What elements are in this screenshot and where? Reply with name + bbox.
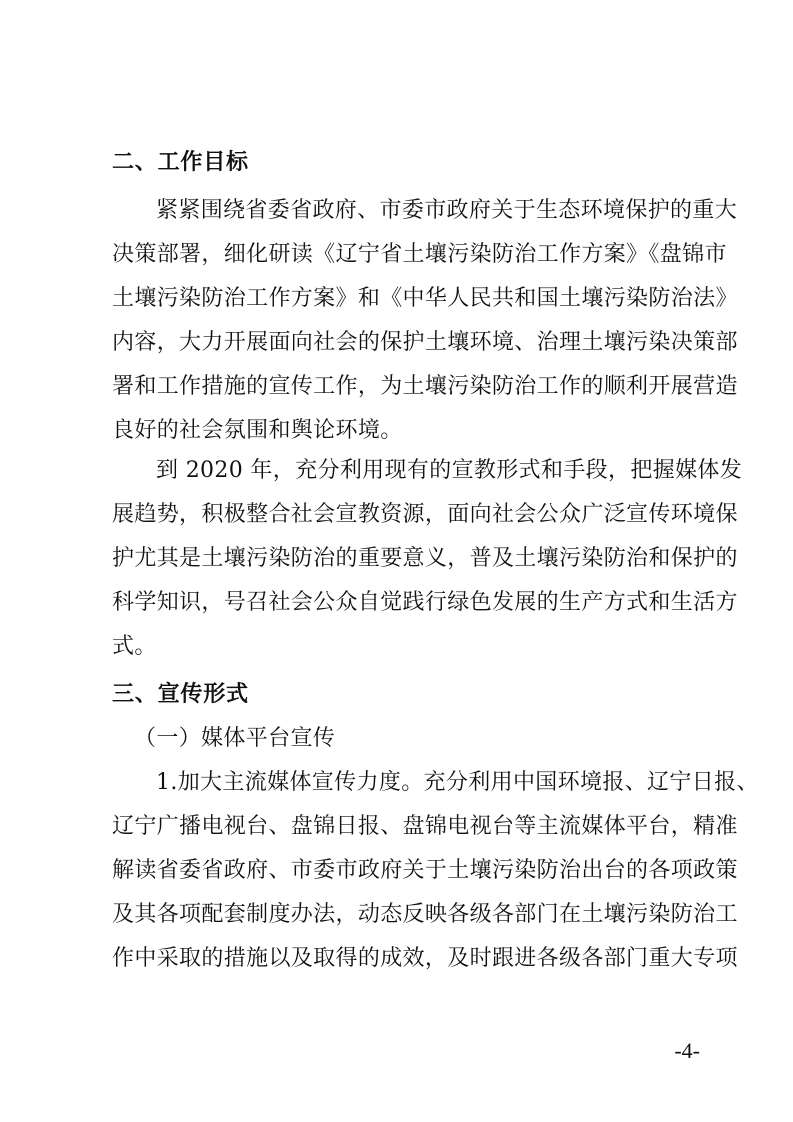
- paragraph-line: 科学知识，号召社会公众自觉践行绿色发展的生产方式和生活方: [112, 590, 738, 615]
- paragraph-line: 决策部署，细化研读《辽宁省土壤污染防治工作方案》《盘锦市: [112, 242, 727, 267]
- paragraph-line: 良好的社会氛围和舆论环境。: [112, 418, 403, 443]
- section-heading-work-goals: 二、工作目标: [112, 150, 249, 175]
- paragraph-line: 式。: [112, 634, 157, 659]
- paragraph-line: 土壤污染防治工作方案》和《中华人民共和国土壤污染防治法》: [112, 286, 738, 311]
- paragraph-line: 作中采取的措施以及取得的成效，及时跟进各级各部门重大专项: [112, 946, 738, 971]
- paragraph-line: 紧紧围绕省委省政府、市委市政府关于生态环境保护的重大: [156, 198, 738, 223]
- subsection-heading-media-platform: （一）媒体平台宣传: [134, 726, 336, 751]
- section-heading-publicity-forms: 三、宣传形式: [112, 682, 249, 707]
- paragraph-line: 内容，大力开展面向社会的保护土壤环境、治理土壤污染决策部: [112, 330, 738, 355]
- paragraph-line: 署和工作措施的宣传工作，为土壤污染防治工作的顺利开展营造: [112, 374, 738, 399]
- page-number: -4-: [674, 1038, 700, 1063]
- paragraph-line: 1.加大主流媒体宣传力度。充分利用中国环境报、辽宁日报、: [156, 770, 759, 795]
- paragraph-line: 辽宁广播电视台、盘锦日报、盘锦电视台等主流媒体平台，精准: [112, 814, 738, 839]
- paragraph-line: 及其各项配套制度办法，动态反映各级各部门在土壤污染防治工: [112, 902, 738, 927]
- paragraph-line: 到 2020 年，充分利用现有的宣教形式和手段，把握媒体发: [156, 458, 743, 483]
- paragraph-line: 展趋势，积极整合社会宣教资源，面向社会公众广泛宣传环境保: [112, 502, 738, 527]
- paragraph-line: 护尤其是土壤污染防治的重要意义，普及土壤污染防治和保护的: [112, 546, 738, 571]
- paragraph-line: 解读省委省政府、市委市政府关于土壤污染防治出台的各项政策: [112, 858, 738, 883]
